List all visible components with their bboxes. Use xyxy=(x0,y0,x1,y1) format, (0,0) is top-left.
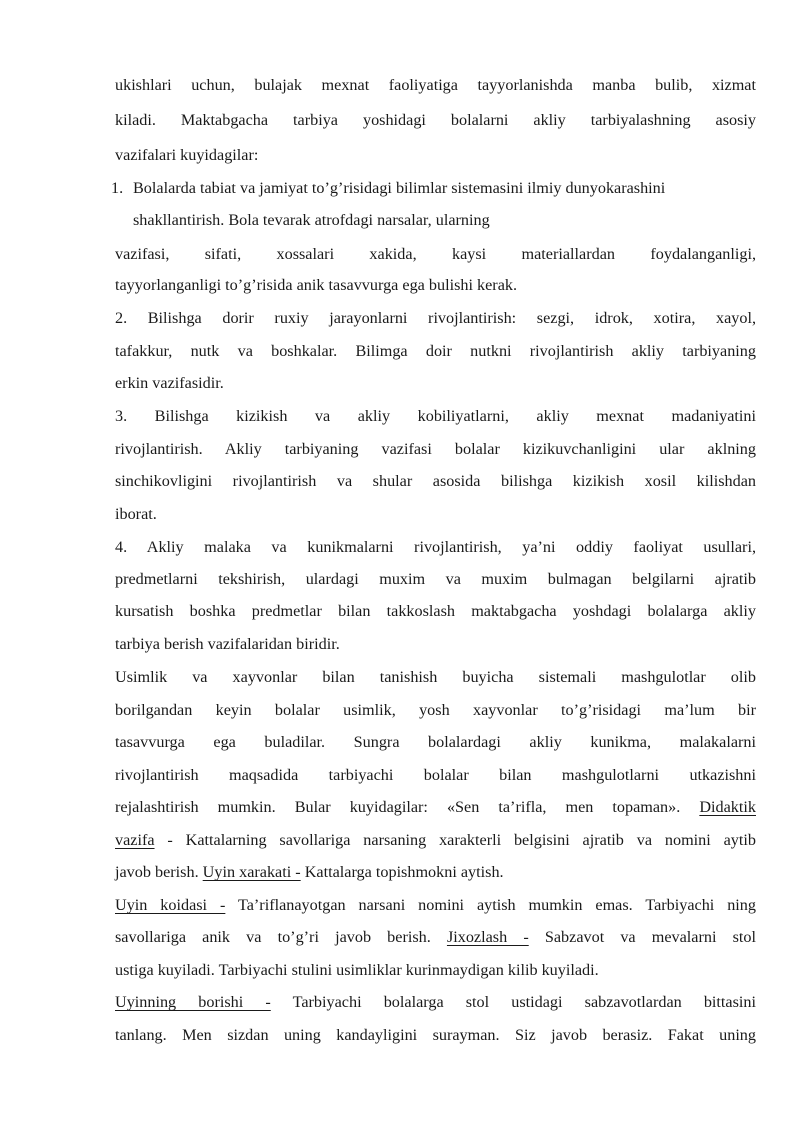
text-line: vazifa - Kattalarning savollariga narsaning xarakterli belgisini ajratib va nomini aytib xyxy=(115,831,756,849)
text-line: Uyin koidasi - Ta’riflanayotgan narsani nomini aytish mumkin emas. Tarbiyachi ning xyxy=(115,896,756,914)
term-uyin-koidasi: Uyin koidasi - xyxy=(115,896,226,914)
term-didaktik: Didaktik xyxy=(699,798,756,816)
text-line: tayyorlanganligi to’g’risida anik tasavvurga ega bulishi kerak. xyxy=(115,276,518,294)
text-line: Uyinning borishi - Tarbiyachi bolalarga stol ustidagi sabzavotlardan bittasini xyxy=(115,993,756,1011)
text-line: tarbiya berish vazifalaridan biridir. xyxy=(115,635,340,653)
text-line: rejalashtirish mumkin. Bular kuyidagilar: «Sen ta’rifla, men topaman». Didaktik xyxy=(115,798,756,816)
text-line: rivojlantirish. Akliy tarbiyaning vazifasi bolalar kizikuvchanligini ular aklning xyxy=(115,440,756,458)
text-line: predmetlarni tekshirish, ulardagi muxim va muxim bulmagan belgilarni ajratib xyxy=(115,570,756,588)
text-line: rivojlantirish maqsadida tarbiyachi bolalar bilan mashgulotlarni utkazishni xyxy=(115,766,756,784)
list-item-text: shakllantirish. Bola tevarak atrofdagi narsalar, ularning xyxy=(133,211,490,229)
text-line: javob berish. Uyin xarakati - Kattalarga topishmokni aytish. xyxy=(115,863,504,881)
text-line: Usimlik va xayvonlar bilan tanishish buyicha sistemali mashgulotlar olib xyxy=(115,668,756,686)
text-line: 3. Bilishga kizikish va akliy kobiliyatlarni, akliy mexnat madaniyatini xyxy=(115,407,756,425)
text-line: ustiga kuyiladi. Tarbiyachi stulini usimliklar kurinmaydigan kilib kuyiladi. xyxy=(115,961,599,979)
text-line: kursatish boshka predmetlar bilan takkoslash maktabgacha yoshdagi bolalarga akliy xyxy=(115,602,756,620)
text-line: sinchikovligini rivojlantirish va shular asosida bilishga kizikish xosil kilishdan xyxy=(115,472,756,490)
text-line: kiladi. Maktabgacha tarbiya yoshidagi bolalarni akliy tarbiyalashning asosiy xyxy=(115,111,756,129)
text-line: iborat. xyxy=(115,505,157,523)
term-vazifa: vazifa xyxy=(115,831,155,849)
text-line: tasavvurga ega buladilar. Sungra bolalardagi akliy kunikma, malakalarni xyxy=(115,733,756,751)
text-line: 4. Akliy malaka va kunikmalarni rivojlantirish, ya’ni oddiy faoliyat usullari, xyxy=(115,538,756,556)
text-line: erkin vazifasidir. xyxy=(115,374,224,392)
text-line: tanlang. Men sizdan uning kandayligini surayman. Siz javob berasiz. Fakat uning xyxy=(115,1026,756,1044)
list-marker: 1. xyxy=(111,179,124,197)
text-line: tafakkur, nutk va boshkalar. Bilimga doir nutkni rivojlantirish akliy tarbiyaning xyxy=(115,342,756,360)
text-line: ukishlari uchun, bulajak mexnat faoliyatiga tayyorlanishda manba bulib, xizmat xyxy=(115,76,756,94)
term-uyinning-borishi: Uyinning borishi - xyxy=(115,993,271,1011)
text-line: vazifasi, sifati, xossalari xakida, kaysi materiallardan foydalanganligi, xyxy=(115,245,756,263)
term-uyin-xarakati: Uyin xarakati - xyxy=(202,863,301,881)
text-line: 2. Bilishga dorir ruxiy jarayonlarni rivojlantirish: sezgi, idrok, xotira, xayol, xyxy=(115,309,756,327)
list-item-text: Bolalarda tabiat va jamiyat to’g’risidagi bilimlar sistemasini ilmiy dunyokarashini xyxy=(133,179,666,197)
term-jixozlash: Jixozlash - xyxy=(446,928,529,946)
text-line: savollariga anik va to’g’ri javob berish. Jixozlash - Sabzavot va mevalarni stol xyxy=(115,928,756,946)
text-line: borilgandan keyin bolalar usimlik, yosh xayvonlar to’g’risidagi ma’lum bir xyxy=(115,701,756,719)
text-line: vazifalari kuyidagilar: xyxy=(115,146,259,164)
